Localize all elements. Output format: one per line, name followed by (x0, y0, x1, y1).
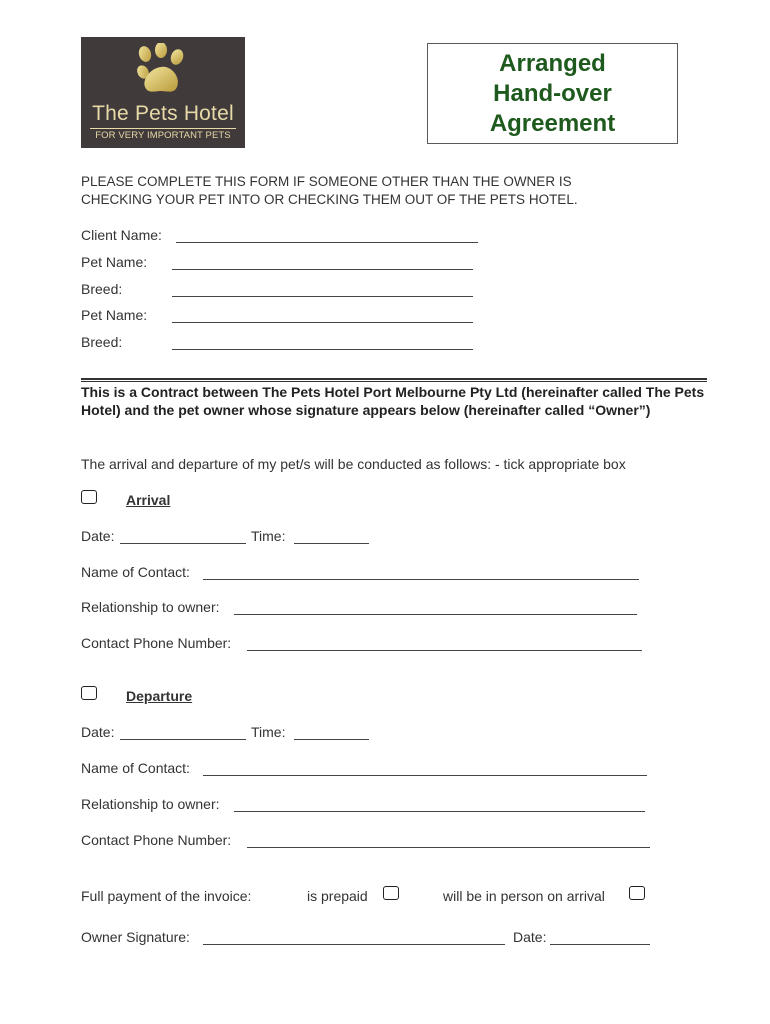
pet-name-2-label: Pet Name: (81, 307, 148, 323)
departure-time-field[interactable] (294, 739, 369, 740)
contract-statement: This is a Contract between The Pets Hotel Port Melbourne Pty Ltd (hereinafter called The Pets Hotel) and the pet owner whose signature appears below (hereinafter called “Owner”) (81, 384, 705, 418)
owner-signature-label: Owner Signature: (81, 929, 190, 945)
arrival-contact-field[interactable] (203, 579, 639, 580)
departure-date-field[interactable] (120, 739, 246, 740)
arrival-relationship-label: Relationship to owner: (81, 599, 220, 615)
payment-label: Full payment of the invoice: (81, 888, 252, 904)
intro-line-2: CHECKING YOUR PET INTO OR CHECKING THEM OUT OF THE PETS HOTEL. (81, 192, 578, 207)
title-line-2: Hand-over (493, 80, 612, 107)
departure-checkbox[interactable] (81, 686, 97, 700)
departure-contact-label: Name of Contact: (81, 760, 190, 776)
title-line-3: Agreement (489, 110, 616, 137)
signature-date-field[interactable] (550, 944, 650, 945)
arrival-checkbox[interactable] (81, 490, 97, 504)
document-title-box (427, 43, 678, 144)
departure-title: Departure (126, 688, 193, 704)
arrival-phone-label: Contact Phone Number: (81, 635, 232, 651)
title-line-1: Arranged (499, 50, 606, 77)
departure-date-label: Date: (81, 724, 115, 740)
prepaid-checkbox[interactable] (383, 886, 399, 900)
breed-1-field[interactable] (172, 296, 473, 297)
departure-relationship-field[interactable] (234, 811, 645, 812)
arrival-contact-label: Name of Contact: (81, 564, 190, 580)
prepaid-label: is prepaid (307, 888, 368, 904)
departure-relationship-label: Relationship to owner: (81, 796, 220, 812)
arrival-phone-field[interactable] (247, 650, 642, 651)
logo-divider (90, 128, 236, 129)
in-person-label: will be in person on arrival (443, 888, 605, 904)
client-name-label: Client Name: (81, 227, 162, 243)
breed-1-label: Breed: (81, 281, 123, 297)
pet-name-2-field[interactable] (172, 322, 473, 323)
instruction-text: The arrival and departure of my pet/s will be conducted as follows: - tick appropriate box (81, 456, 626, 472)
logo-tagline: FOR VERY IMPORTANT PETS (95, 130, 231, 141)
arrival-date-label: Date: (81, 528, 115, 544)
arrival-date-field[interactable] (120, 543, 246, 544)
logo-brand-text: The Pets Hotel (92, 102, 234, 125)
section-divider (81, 378, 707, 382)
breed-2-label: Breed: (81, 334, 123, 350)
arrival-title: Arrival (126, 492, 171, 508)
client-name-field[interactable] (176, 242, 478, 243)
breed-2-field[interactable] (172, 349, 473, 350)
arrival-relationship-field[interactable] (234, 614, 637, 615)
arrival-time-label: Time: (251, 528, 286, 544)
departure-time-label: Time: (251, 724, 286, 740)
departure-phone-label: Contact Phone Number: (81, 832, 232, 848)
intro-line-1: PLEASE COMPLETE THIS FORM IF SOMEONE OTHER THAN THE OWNER IS (81, 174, 572, 189)
paw-print-icon (131, 43, 195, 99)
departure-contact-field[interactable] (203, 775, 647, 776)
pet-name-1-label: Pet Name: (81, 254, 148, 270)
signature-date-label: Date: (513, 929, 547, 945)
pets-hotel-logo (81, 37, 245, 148)
in-person-checkbox[interactable] (629, 886, 645, 900)
owner-signature-field[interactable] (203, 944, 505, 945)
departure-phone-field[interactable] (247, 847, 650, 848)
pet-name-1-field[interactable] (172, 269, 473, 270)
arrival-time-field[interactable] (294, 543, 369, 544)
intro-text (81, 173, 578, 209)
